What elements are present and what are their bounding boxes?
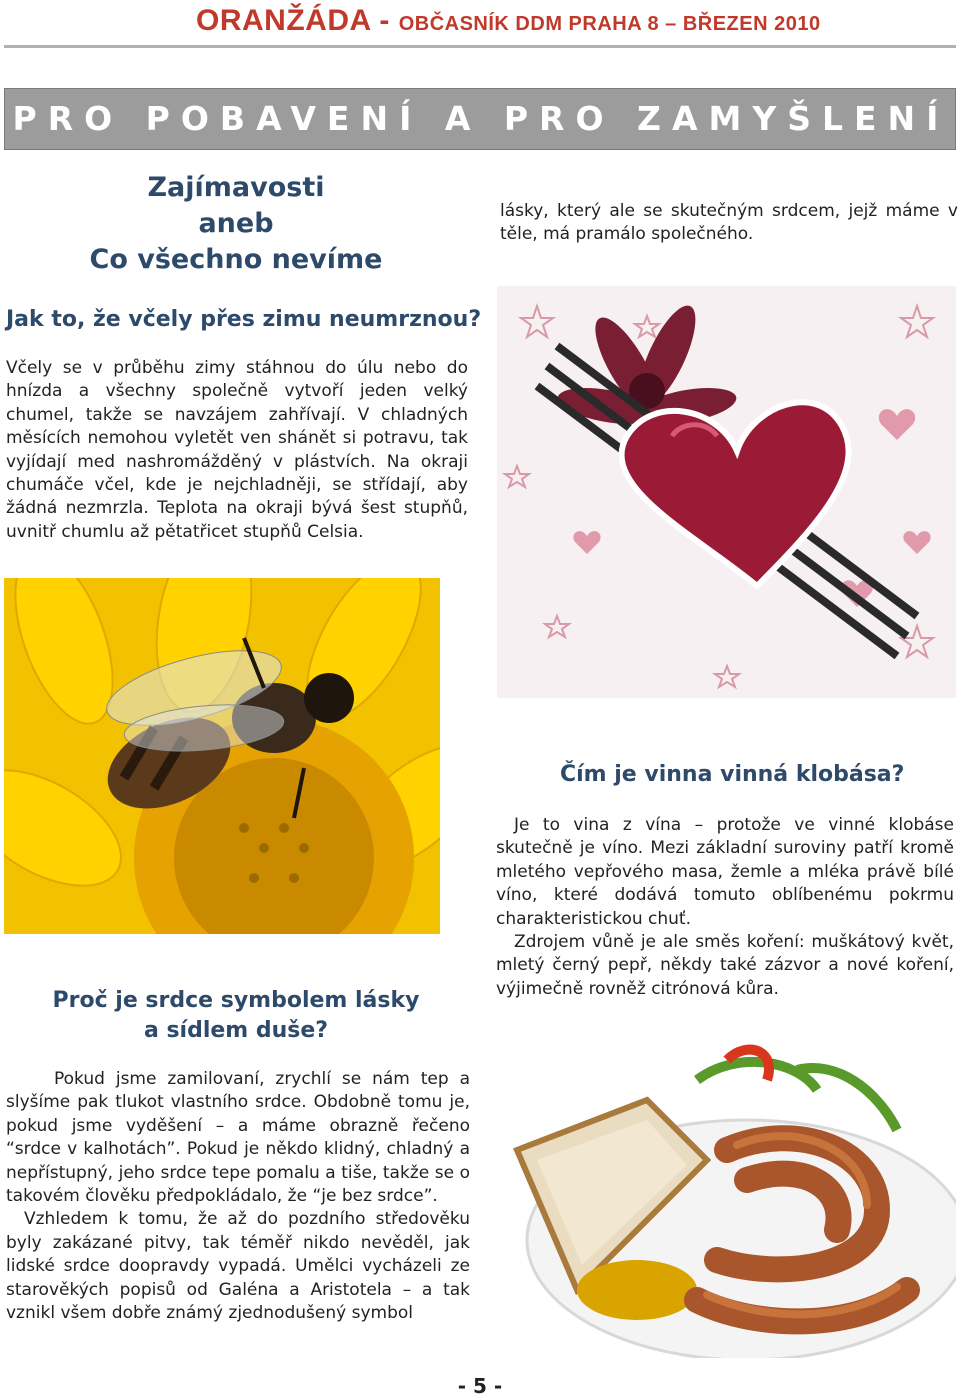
heart-paragraph-1: Pokud jsme zamilovaní, zrychlí se nám tep a slyšíme pak tlukot vlastního srdce. Obdobně tomu je, pokud jsme vyděšení – a máme obrazně řečeno “srdce v kalhotách”. Pokud je někdo klidný, chladný a nepřístupný, jeho srdce tepe pomalu a tiše, takže se o takovém člověku předpokládalo, že “je bez srdce”. <box>6 1069 470 1207</box>
bee-on-sunflower-photo <box>4 578 440 934</box>
header-divider <box>4 45 956 48</box>
newsletter-title <box>196 4 821 38</box>
heart-paragraph-2: Vzhledem k tomu, že až do pozdního středověku byly zakázané pitvy, tak téměř nikdo nevěděl, jak lidské srdce doopravdy vypadá. Umělci vycházeli ze starověkých popisů od Galéna a Aristotela – a tak vznikl všem dobře známý zjednodušený symbol <box>6 1209 470 1324</box>
heart-heading <box>30 986 442 1046</box>
page-number: - 5 - <box>457 1374 503 1398</box>
heart-text <box>6 1068 470 1325</box>
heart-heading-line-2: a sídlem duše? <box>143 1018 329 1043</box>
page-header <box>0 0 960 46</box>
section-banner <box>4 88 956 150</box>
newsletter-name: ORANŽÁDA - <box>196 4 399 37</box>
sausage-heading: Čím je vinna vinná klobása? <box>560 762 905 787</box>
sausage-text <box>496 814 954 1001</box>
heart-heading-line-1: Proč je srdce symbolem lásky <box>52 988 420 1013</box>
newsletter-issue: OBČASNÍK DDM PRAHA 8 – BŘEZEN 2010 <box>398 13 821 35</box>
article-title-line-3: Co všechno nevíme <box>89 244 383 275</box>
heart-illustration <box>497 286 956 698</box>
sausage-paragraph-2: Zdrojem vůně je ale směs koření: muškátový květ, mletý černý pepř, někdy také zázvor a nové koření, výjimečně rovněž citrónová kůra. <box>496 932 954 999</box>
wine-sausage-photo <box>497 1040 956 1358</box>
bees-text: Včely se v průběhu zimy stáhnou do úlu nebo do hnízda a všechny společně vytvoří jeden velký chumel, takže se navzájem zahřívají. V chladných měsících nemohou vyletět ven shánět si potravu, tak vyjídají med nashromážděný v plástvích. Na okraji chumáče včel, kde je nejchladněji, se střídají, aby žádná nezmrzla. Teplota na okraji bývá šest stupňů, uvnitř chumlu až pětatřicet stupňů Celsia. <box>6 358 468 542</box>
heart-text-continuation: lásky, který ale se skutečným srdcem, jejž máme v těle, má pramálo společného. <box>500 201 958 245</box>
bees-heading: Jak to, že včely přes zimu neumrznou? <box>6 307 482 332</box>
article-title-line-1: Zajímavosti <box>147 172 325 203</box>
article-title <box>60 170 412 278</box>
section-banner-title: PRO POBAVENÍ A PRO ZAMYŠLENÍ <box>12 99 950 138</box>
article-title-line-2: aneb <box>198 208 274 239</box>
sausage-paragraph-1: Je to vina z vína – protože ve vinné klobáse skutečně je víno. Mezi základní suroviny patří kromě mletého vepřového masa, žemle a mléka právě bílé víno, které dodává tomuto oblíbenému pokrmu charakteristickou chuť. <box>496 815 954 929</box>
